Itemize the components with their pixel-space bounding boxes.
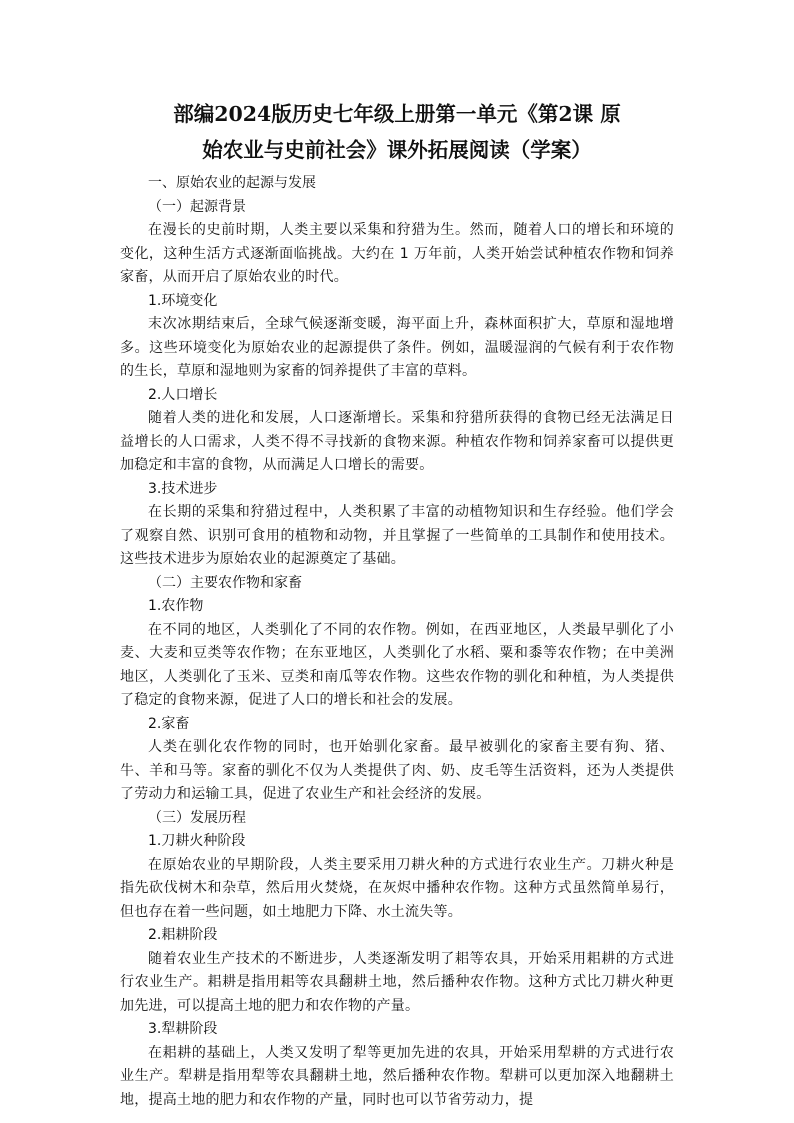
item-heading: 3.技术进步 xyxy=(148,480,218,497)
paragraph: 在原始农业的早期阶段，人类主要采用刀耕火种的方式进行农业生产。刀耕火种是指先砍伐树木和杂草，然后用火焚烧，在灰烬中播种农作物。这种方式虽然简单易行，但也存在着一些问题，如土地肥力下降、水土流失等。 xyxy=(120,856,674,920)
paragraph: 在耜耕的基础上，人类又发明了犁等更加先进的农具，开始采用犁耕的方式进行农业生产。犁耕是指用犁等农具翻耕土地，然后播种农作物。犁耕可以更加深入地翻耕土地，提高土地的肥力和农作物的产量，同时也可以节省劳动力，提 xyxy=(120,1044,674,1108)
subsection-heading: （二）主要农作物和家畜 xyxy=(148,574,302,591)
paragraph: 随着人类的进化和发展，人口逐渐增长。采集和狩猎所获得的食物已经无法满足日益增长的人口需求，人类不得不寻找新的食物来源。种植农作物和饲养家畜可以提供更加稳定和丰富的食物，从而满足人口增长的需要。 xyxy=(120,410,674,473)
paragraph: 在长期的采集和狩猎过程中，人类积累了丰富的动植物知识和生存经验。他们学会了观察自然、识别可食用的植物和动物，并且掌握了一些简单的工具制作和使用技术。这些技术进步为原始农业的起源奠定了基础。 xyxy=(120,504,674,567)
item-heading: 2.家畜 xyxy=(148,715,190,732)
paragraph: 在漫长的史前时期，人类主要以采集和狩猎为生。然而，随着人口的增长和环境的变化，这种生活方式逐渐面临挑战。大约在 1 万年前，人类开始尝试种植农作物和饲养家畜，从而开启了原始农业的时代。 xyxy=(120,222,674,285)
document-body xyxy=(120,96,674,1112)
item-heading: 1.环境变化 xyxy=(148,292,218,309)
title-line-1: 部编2024版历史七年级上册第一单元《第2课 原 xyxy=(173,102,621,126)
item-heading: 3.犁耕阶段 xyxy=(148,1021,218,1037)
item-heading: 1.刀耕火种阶段 xyxy=(148,833,246,849)
paragraph: 人类在驯化农作物的同时，也开始驯化家畜。最早被驯化的家畜主要有狗、猪、牛、羊和马等。家畜的驯化不仅为人类提供了肉、奶、皮毛等生活资料，还为人类提供了劳动力和运输工具，促进了农业生产和社会经济的发展。 xyxy=(120,739,674,802)
paragraph: 末次冰期结束后，全球气候逐渐变暖，海平面上升，森林面积扩大，草原和湿地增多。这些环境变化为原始农业的起源提供了条件。例如，温暖湿润的气候有利于农作物的生长，草原和湿地则为家畜的饲养提供了丰富的草料。 xyxy=(120,316,674,379)
subsection-heading: （三）发展历程 xyxy=(148,809,246,826)
title-line-2: 始农业与史前社会》课外拓展阅读（学案） xyxy=(202,138,592,162)
paragraph: 随着农业生产技术的不断进步，人类逐渐发明了耜等农具，开始采用耜耕的方式进行农业生产。耜耕是指用耜等农具翻耕土地，然后播种农作物。这种方式比刀耕火种更加先进，可以提高土地的肥力和农作物的产量。 xyxy=(120,950,674,1014)
section-heading: 一、原始农业的起源与发展 xyxy=(148,175,316,191)
subsection-heading: （一）起源背景 xyxy=(148,198,246,215)
item-heading: 2.人口增长 xyxy=(148,386,218,403)
item-heading: 2.耜耕阶段 xyxy=(148,927,218,943)
item-heading: 1.农作物 xyxy=(148,598,204,614)
paragraph: 在不同的地区，人类驯化了不同的农作物。例如，在西亚地区，人类最早驯化了小麦、大麦和豆类等农作物；在东亚地区，人类驯化了水稻、粟和黍等农作物；在中美洲地区，人类驯化了玉米、豆类和南瓜等农作物。这些农作物的驯化和种植，为人类提供了稳定的食物来源，促进了人口的增长和社会的发展。 xyxy=(120,621,674,708)
document-title xyxy=(120,96,674,168)
